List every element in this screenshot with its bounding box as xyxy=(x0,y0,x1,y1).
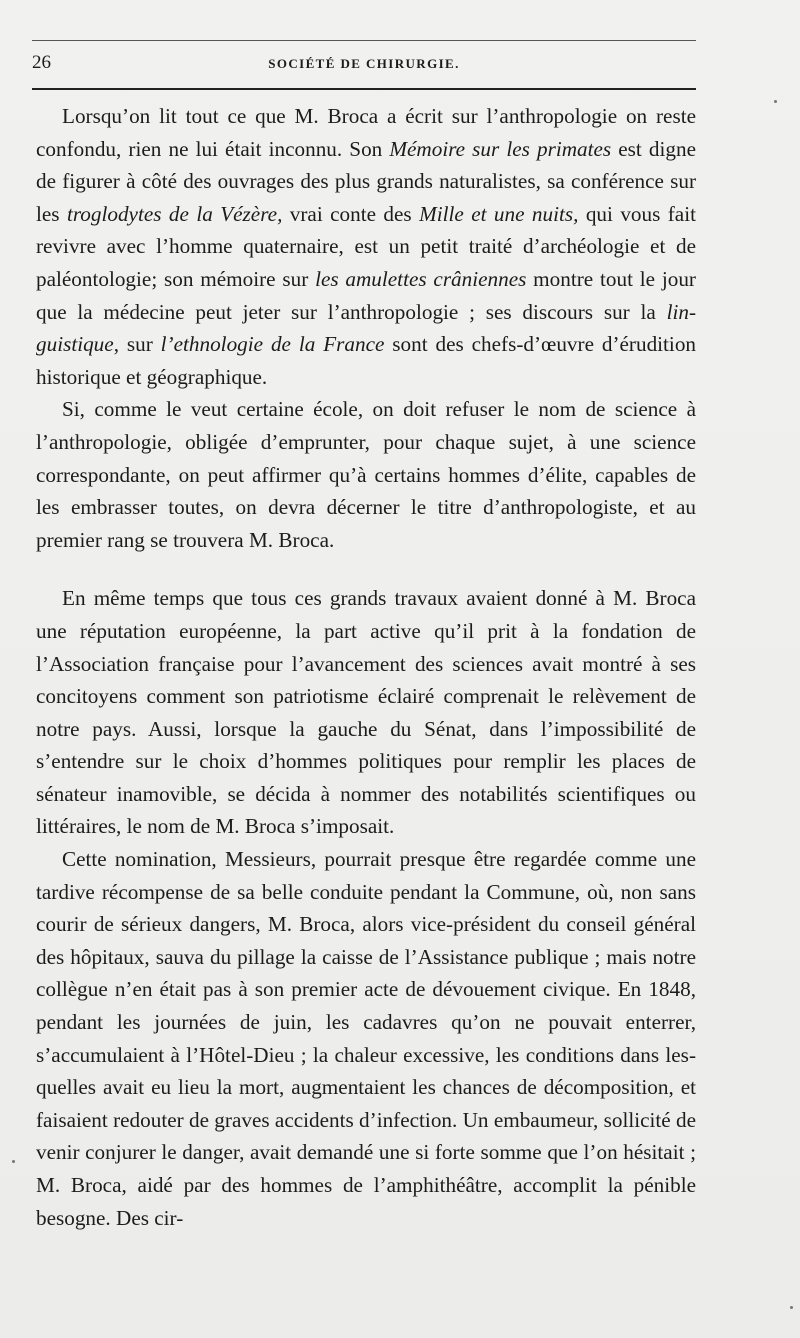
paragraph-gap xyxy=(36,556,696,582)
text-run: montre tout le jour que la médecine peut jeter sur l’anthropologie ; ses discours sur la xyxy=(36,266,696,324)
page-number: 26 xyxy=(32,52,51,73)
italic-title: troglodytes de la Vézère, xyxy=(66,201,283,226)
paragraph xyxy=(36,393,696,556)
body-text xyxy=(36,100,696,1234)
paragraph xyxy=(36,100,696,393)
text-run: Si, comme le veut certaine école, on doit refuser le nom de science à l’anthropologie, obligée d’emprunter, pour chaque sujet, à une science correspondante, on peut affirmer qu’à certains hommes d’élite, capables de les embrasser toutes, on devra décerner le titre d’anthropologiste, et au premier rang se trouvera M. Broca. xyxy=(36,397,696,552)
text-run: est digne de figurer à côté des ouvrages des plus grands naturalistes, sa conférence sur les xyxy=(36,136,696,226)
paper-speck xyxy=(12,1160,15,1163)
italic-title: Mille et une nuits, xyxy=(419,201,579,226)
text-run: sont des chefs-d’œuvre d’érudition historique et géographique. xyxy=(36,332,697,389)
italic-title: linguistique xyxy=(36,299,696,357)
text-run: vrai conte des xyxy=(282,201,420,226)
paragraph xyxy=(36,843,696,1234)
text-run: En même temps que tous ces grands travaux avaient donné à M. Broca une réputation européenne, la part active qu’il prit à la fondation de l’Association française pour l’avancement des sciences avait montré à ses concitoyens comment son patriotisme éclairé comprenait le relèvement de notre pays. Aussi, lorsque la gauche du Sénat, dans l’impossibilité de s’entendre sur le choix d’hommes politiques pour remplir les places de sénateur inamovible, se décida à nommer des notabilités scientifiques ou littéraires, le nom de M. Broca s’imposait. xyxy=(36,586,696,839)
text-run: qui vous fait revivre avec l’homme quaternaire, est un petit traité d’archéologie et de paléontologie; son mémoire sur xyxy=(36,201,696,291)
paragraph xyxy=(36,582,696,843)
text-run: Cette nomination, Messieurs, pourrait presque être regardée comme une tardive récompense de sa belle conduite pendant la Commune, où, non sans courir de sérieux dangers, M. Broca, alors vice-président du conseil général des hôpitaux, sauva du pillage la caisse de l’Assistance publique ; mais notre collègue n’en était pas à son premier acte de dévouement civique. En 1848, pendant les journées de juin, les cadavres qu’on ne pouvait enterrer, s’accumulaient à l’Hôtel-Dieu ; la chaleur excessive, les conditions dans lesquelles avait eu lieu la mort, augmentaient les chances de décomposition, et faisaient redouter de graves accidents d’infection. Un embaumeur, sollicité de venir conjurer le danger, avait demandé une si forte somme que l’on hésitait ; M. Broca, aidé par des hommes de l’amphithéâtre, accomplit la pénible besogne. Des cir- xyxy=(36,847,696,1230)
text-run: Lorsqu’on lit tout ce que M. Broca a écrit sur l’anthropologie on reste confondu, rien ne lui était inconnu. Son xyxy=(36,104,696,161)
paper-speck xyxy=(774,100,777,103)
paper-speck xyxy=(790,1306,793,1309)
italic-title: l’ethnologie de la France xyxy=(160,332,385,357)
running-head: SOCIÉTÉ DE CHIRURGIE. xyxy=(268,56,460,71)
top-rule xyxy=(32,40,696,41)
italic-title: les amulettes crâniennes xyxy=(315,266,527,291)
italic-title: Mémoire sur les primates xyxy=(389,136,612,161)
header-rule xyxy=(32,88,696,90)
text-run: , sur xyxy=(113,332,161,357)
page-header xyxy=(32,52,696,76)
